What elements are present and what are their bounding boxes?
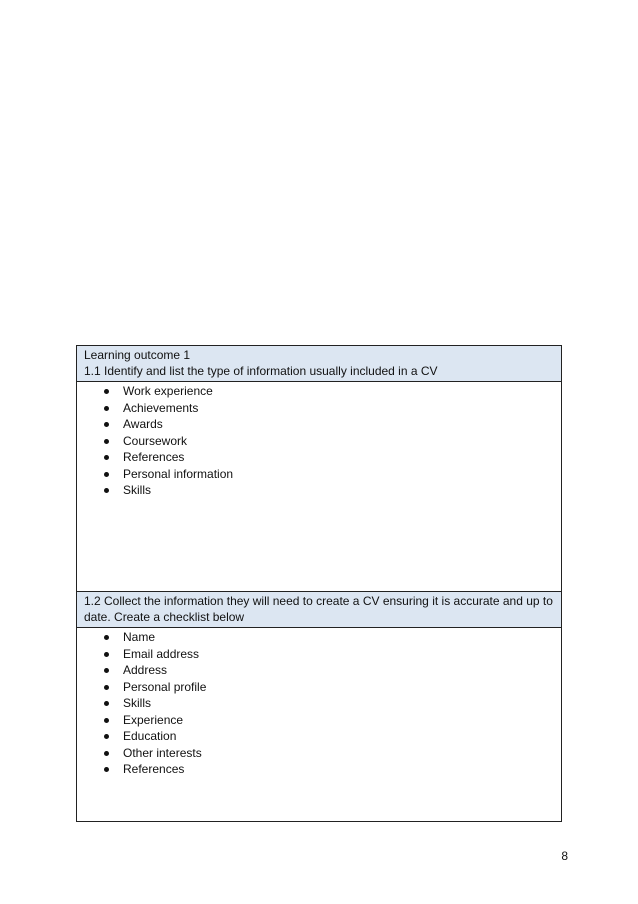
outcome-1-2-list-row bbox=[77, 628, 562, 822]
bullet-icon bbox=[104, 767, 109, 772]
list-item-label: Skills bbox=[123, 696, 152, 710]
list-item-label: Education bbox=[123, 729, 177, 743]
outcome-1-2-header-row bbox=[77, 592, 562, 628]
outcome-1-2-heading: 1.2 Collect the information they will need to create a CV ensuring it is accurate and up to date. Create a checklist below bbox=[84, 594, 553, 624]
list-item-label: Experience bbox=[123, 712, 184, 727]
list-item bbox=[77, 761, 561, 778]
outcome-1-2-header-cell bbox=[77, 592, 562, 628]
list-item bbox=[77, 416, 561, 433]
bullet-icon bbox=[104, 734, 109, 739]
list-item bbox=[77, 662, 561, 679]
list-item-label: Achievements bbox=[123, 400, 199, 415]
bullet-icon bbox=[104, 718, 109, 723]
outcome-1-header-cell bbox=[77, 346, 562, 382]
list-item bbox=[77, 728, 561, 745]
bullet-icon bbox=[104, 406, 109, 411]
list-item bbox=[77, 383, 561, 400]
bullet-icon bbox=[104, 455, 109, 460]
list-item bbox=[77, 712, 561, 729]
list-item bbox=[77, 482, 561, 499]
list-item-label: Work experience bbox=[123, 384, 213, 398]
list-item-label: Personal information bbox=[123, 466, 234, 481]
outcome-1-1-subtitle: 1.1 Identify and list the type of information usually included in a CV bbox=[84, 364, 438, 378]
list-item bbox=[77, 629, 561, 646]
bullet-icon bbox=[104, 422, 109, 427]
list-item bbox=[77, 679, 561, 696]
list-item bbox=[77, 449, 561, 466]
list-item bbox=[77, 646, 561, 663]
bullet-icon bbox=[104, 652, 109, 657]
list-item-label: References bbox=[123, 762, 185, 776]
list-item-label: References bbox=[123, 450, 185, 464]
list-item bbox=[77, 433, 561, 450]
list-item-label: Other interests bbox=[123, 745, 202, 760]
list-item bbox=[77, 400, 561, 417]
page-number: 8 bbox=[561, 849, 568, 863]
list-item bbox=[77, 695, 561, 712]
bullet-icon bbox=[104, 472, 109, 477]
outcome-1-header-row bbox=[77, 346, 562, 382]
list-item-label: Awards bbox=[123, 417, 163, 431]
outcome-1-list-row bbox=[77, 382, 562, 592]
outcome-1-title: Learning outcome 1 bbox=[84, 348, 191, 362]
bullet-icon bbox=[104, 685, 109, 690]
list-item-label: Email address bbox=[123, 646, 200, 661]
learning-outcome-table bbox=[76, 345, 562, 822]
list-item-label: Name bbox=[123, 630, 156, 644]
bullet-icon bbox=[104, 635, 109, 640]
list-item-label: Personal profile bbox=[123, 679, 207, 694]
cv-information-list bbox=[77, 383, 561, 499]
cv-checklist bbox=[77, 629, 561, 778]
list-item bbox=[77, 466, 561, 483]
bullet-icon bbox=[104, 668, 109, 673]
list-item-label: Coursework bbox=[123, 433, 188, 448]
bullet-icon bbox=[104, 439, 109, 444]
list-item-label: Address bbox=[123, 663, 168, 677]
cv-checklist-cell bbox=[77, 628, 562, 822]
bullet-icon bbox=[104, 701, 109, 706]
bullet-icon bbox=[104, 751, 109, 756]
cv-information-list-cell bbox=[77, 382, 562, 592]
list-item bbox=[77, 745, 561, 762]
list-item-label: Skills bbox=[123, 483, 152, 497]
bullet-icon bbox=[104, 389, 109, 394]
bullet-icon bbox=[104, 488, 109, 493]
